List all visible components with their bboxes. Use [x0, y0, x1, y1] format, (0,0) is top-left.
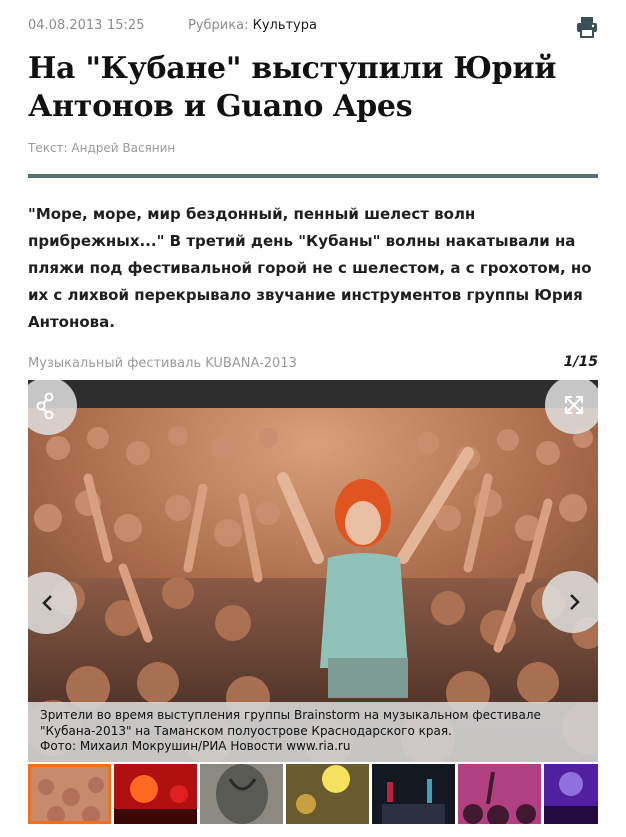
rubric [188, 18, 317, 33]
gallery-counter: 1/15 [563, 354, 598, 370]
thumbnail-purple-crowd-image [458, 764, 541, 824]
caption-line-2: "Кубана-2013" на Таманском полуострове Краснодарского края. [40, 723, 452, 738]
chevron-left-icon [28, 572, 77, 634]
fullscreen-button[interactable] [545, 380, 598, 434]
thumbnail-1[interactable] [28, 764, 111, 824]
caption-line-1: Зрители во время выступления группы Brainstorm на музыкальном фестивале [40, 708, 541, 722]
thumbnail-tattoo-image [200, 764, 283, 824]
article-author: Текст: Андрей Васянин [28, 141, 176, 155]
share-icon [28, 380, 77, 435]
fullscreen-icon [545, 380, 598, 434]
thumbnail-violet-stage-image [544, 764, 598, 824]
thumbnail-yellow-lights-image [286, 764, 369, 824]
share-button[interactable] [28, 380, 77, 435]
thumbnail-stage-image [372, 764, 455, 824]
thumbnail-7[interactable] [544, 764, 598, 824]
thumbnail-4[interactable] [286, 764, 369, 824]
article-lead: "Море, море, мир бездонный, пенный шелест волн прибрежных..." В третий день "Кубаны" волны накатывали на пляжи под фестивальной горой не с шелестом, а с грохотом, но их с лихвой перекрывало звучание инструментов группы Юрия Антонова. [28, 205, 592, 331]
next-photo-button[interactable] [542, 571, 598, 633]
rubric-label: Рубрика: [188, 18, 249, 33]
thumbnail-2[interactable] [114, 764, 197, 824]
thumbnail-6[interactable] [458, 764, 541, 824]
prev-photo-button[interactable] [28, 572, 77, 634]
chevron-right-icon [542, 571, 598, 633]
gallery-photo[interactable] [28, 380, 598, 762]
article-time: 15:25 [107, 18, 145, 33]
thumbnail-3[interactable] [200, 764, 283, 824]
photo-top-bar [28, 380, 598, 408]
title-divider [28, 174, 598, 178]
rubric-link[interactable]: Культура [252, 18, 317, 33]
photo-caption [28, 702, 598, 762]
thumbnail-red-lights-image [114, 764, 197, 824]
article-meta [28, 18, 598, 36]
print-icon[interactable] [576, 16, 598, 38]
article-date: 04.08.2013 [28, 18, 103, 33]
article-title: На "Кубане" выступили Юрий Антонов и Guano Apes [28, 51, 557, 124]
thumbnail-crowd-image [31, 767, 111, 824]
gallery-title: Музыкальный фестиваль KUBANA-2013 [28, 356, 297, 371]
caption-credit: Фото: Михаил Мокрушин/РИА Новости www.ria.ru [40, 739, 351, 753]
thumbnail-5[interactable] [372, 764, 455, 824]
thumbnail-strip [28, 764, 598, 824]
